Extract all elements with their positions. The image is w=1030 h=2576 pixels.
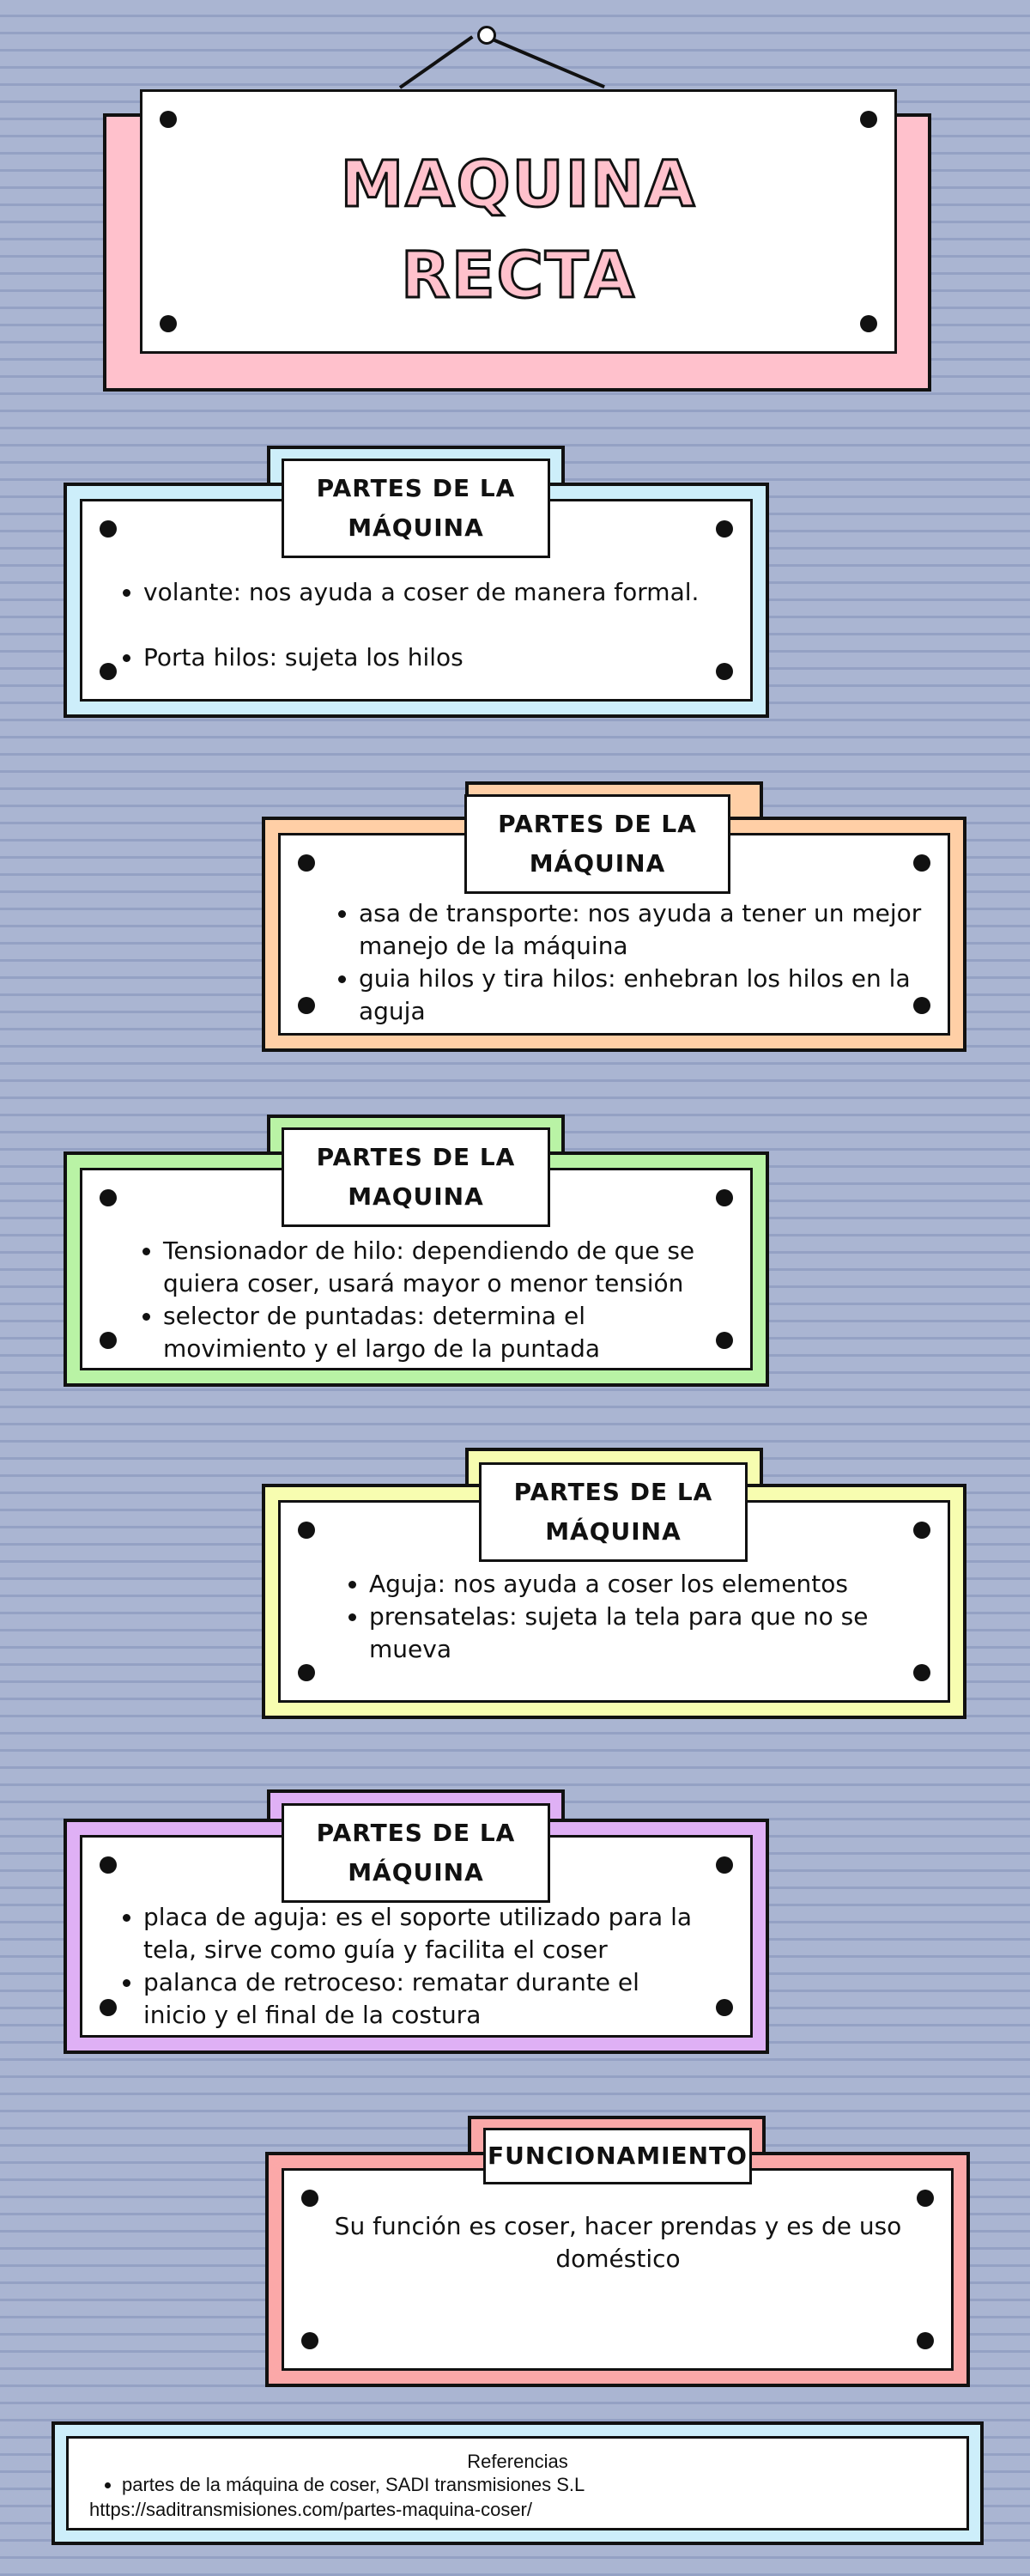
list-item: • volante: nos ayuda a coser de manera formal. bbox=[143, 576, 761, 609]
corner-dot bbox=[100, 520, 117, 538]
list-item: • asa de transporte: nos ayuda a tener un mejor manejo de la máquina bbox=[359, 897, 925, 963]
page-title: MAQUINA RECTA bbox=[340, 148, 697, 313]
parts-list bbox=[118, 1901, 710, 2032]
corner-dot bbox=[860, 111, 877, 128]
list-item: • selector de puntadas: determina el movimiento y el largo de la puntada bbox=[163, 1300, 695, 1365]
corner-dot bbox=[298, 854, 315, 872]
card-heading: PARTES DE LA MÁQUINA bbox=[479, 1462, 748, 1562]
corner-dot bbox=[716, 1999, 733, 2016]
corner-dot bbox=[100, 1999, 117, 2016]
list-item: • guia hilos y tira hilos: enhebran los hilos en la aguja bbox=[359, 963, 925, 1028]
references-back-panel bbox=[52, 2421, 984, 2545]
list-item: • palanca de retroceso: rematar durante el inicio y el final de la costura bbox=[143, 1966, 710, 2032]
corner-dot bbox=[917, 2190, 934, 2207]
list-item: • placa de aguja: es el soporte utilizado para la tela, sirve como guía y facilita el coser bbox=[143, 1901, 710, 1966]
references-list bbox=[88, 2473, 585, 2497]
list-item: • Aguja: nos ayuda a coser los elementos bbox=[369, 1568, 918, 1601]
hang-pin bbox=[477, 26, 496, 45]
parts-list bbox=[137, 1235, 695, 1365]
corner-dot bbox=[298, 1664, 315, 1681]
parts-list bbox=[343, 1568, 918, 1666]
card-heading: PARTES DE LA MÁQUINA bbox=[282, 459, 550, 558]
references-front-panel bbox=[66, 2436, 969, 2530]
reference-url: https://saditransmisiones.com/partes-maquina-coser/ bbox=[89, 2499, 532, 2520]
corner-dot bbox=[100, 1856, 117, 1874]
corner-dot bbox=[100, 663, 117, 680]
corner-dot bbox=[298, 1522, 315, 1539]
hang-string-left bbox=[399, 35, 474, 88]
card-heading: PARTES DE LA MÁQUINA bbox=[282, 1803, 550, 1903]
reference-item: • partes de la máquina de coser, SADI transmisiones S.L bbox=[122, 2473, 585, 2497]
hang-string-right bbox=[486, 35, 605, 88]
corner-dot bbox=[100, 1189, 117, 1206]
card-heading: PARTES DE LA MÁQUINA bbox=[464, 794, 730, 894]
list-item: • prensatelas: sujeta la tela para que no se mueva bbox=[369, 1601, 918, 1666]
references-title: Referencias bbox=[467, 2451, 568, 2472]
funcionamiento-text: Su función es coser, hacer prendas y es de uso doméstico bbox=[334, 2212, 902, 2273]
corner-dot bbox=[716, 1332, 733, 1349]
corner-dot bbox=[913, 1664, 930, 1681]
list-item: • Porta hilos: sujeta los hilos bbox=[143, 641, 761, 674]
parts-list bbox=[118, 576, 761, 674]
corner-dot bbox=[301, 2332, 318, 2349]
corner-dot bbox=[716, 1189, 733, 1206]
card-heading: FUNCIONAMIENTO bbox=[483, 2128, 752, 2184]
parts-list bbox=[333, 897, 925, 1028]
corner-dot bbox=[716, 520, 733, 538]
corner-dot bbox=[716, 1856, 733, 1874]
list-item: • Tensionador de hilo: dependiendo de que se quiera coser, usará mayor o menor tensión bbox=[163, 1235, 695, 1300]
corner-dot bbox=[913, 1522, 930, 1539]
corner-dot bbox=[917, 2332, 934, 2349]
corner-dot bbox=[298, 997, 315, 1014]
corner-dot bbox=[913, 854, 930, 872]
corner-dot bbox=[301, 2190, 318, 2207]
title-front-panel bbox=[140, 89, 897, 354]
corner-dot bbox=[160, 111, 177, 128]
card-heading: PARTES DE LA MAQUINA bbox=[282, 1127, 550, 1227]
corner-dot bbox=[100, 1332, 117, 1349]
